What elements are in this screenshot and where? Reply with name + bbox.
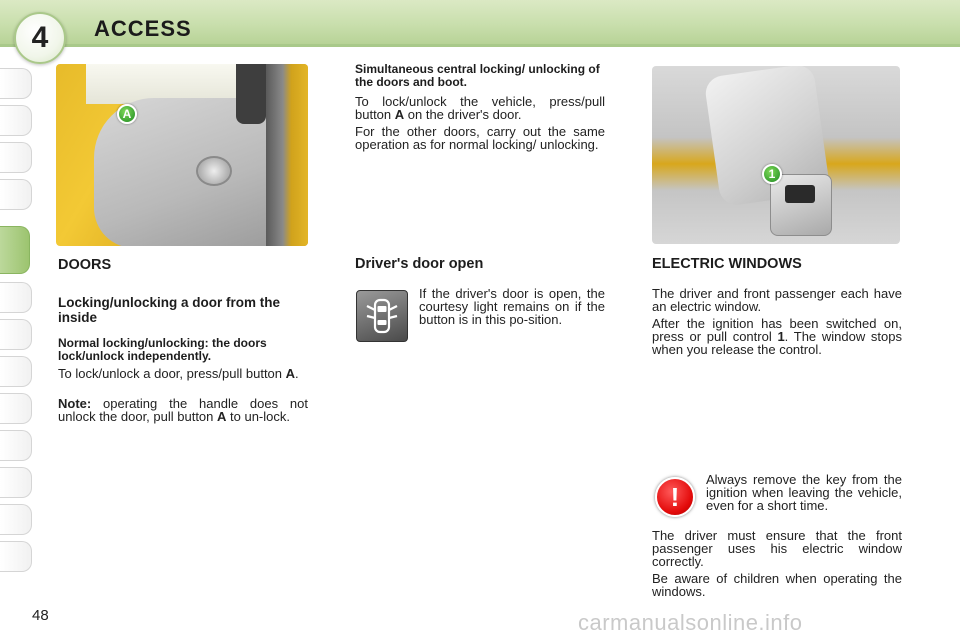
locking-subheading: Locking/unlocking a door from the inside — [58, 295, 281, 325]
control-1-ref: 1 — [777, 329, 785, 344]
note-label: Note: — [58, 396, 92, 411]
window-switch-photo — [652, 66, 900, 244]
chapter-badge — [14, 12, 66, 64]
window-switch-button — [785, 185, 815, 203]
chapter-tab-12[interactable] — [0, 504, 32, 535]
courtesy-light-icon — [356, 290, 408, 342]
normal-locking-note: Normal locking/unlocking: the doors lock/unlock independently. — [58, 336, 267, 363]
doors-heading: DOORS — [58, 257, 112, 273]
window-control-end: . The window stops when you release the control. — [652, 329, 902, 357]
central-locking-instruction — [355, 95, 605, 121]
chapter-tab-3[interactable] — [0, 142, 32, 173]
central-locking-end: on the driver's door. — [404, 107, 522, 122]
note-text: operating the handle does not unlock the door, pull button — [58, 396, 308, 424]
callout-marker-1: 1 — [762, 164, 782, 184]
central-locking-text: To lock/unlock the vehicle, press/pull button — [355, 94, 605, 122]
button-a-ref: A — [285, 366, 296, 381]
passenger-window-text: The driver must ensure that the front passenger uses his electric window correctly. — [652, 528, 902, 569]
chapter-tab-13[interactable] — [0, 541, 32, 572]
chapter-tab-9[interactable] — [0, 393, 32, 424]
header-divider — [0, 44, 960, 47]
drivers-door-heading: Driver's door open — [355, 256, 484, 272]
chapter-tab-strip — [0, 68, 34, 578]
door-pillar — [236, 64, 266, 124]
button-a-ref: A — [394, 107, 405, 122]
chapter-tab-8[interactable] — [0, 356, 32, 387]
children-warning-text: Be aware of children when operating the windows. — [652, 571, 902, 599]
chapter-tab-active[interactable] — [0, 226, 30, 274]
note-end: to un-lock. — [226, 409, 290, 424]
lock-instruction-end: . — [295, 366, 299, 381]
chapter-tab-11[interactable] — [0, 467, 32, 498]
handle-note — [58, 397, 308, 423]
window-control-text: After the ignition has been switched on, press or pull control — [652, 316, 902, 344]
chapter-tab-7[interactable] — [0, 319, 32, 350]
door-handle — [196, 156, 232, 186]
chapter-number: 4 — [31, 21, 49, 54]
chapter-tab-1[interactable] — [0, 68, 32, 99]
chapter-tab-2[interactable] — [0, 105, 32, 136]
door-frame — [266, 64, 308, 246]
electric-windows-intro: The driver and front passenger each have an electric window. — [652, 286, 902, 314]
warning-exclamation-icon: ! — [655, 477, 695, 517]
callout-marker-a: A — [117, 104, 137, 124]
other-doors-text: For the other doors, carry out the same operation as for normal locking/ unlocking. — [355, 124, 605, 152]
electric-windows-heading: ELECTRIC WINDOWS — [652, 256, 802, 272]
central-locking-heading: Simultaneous central locking/ unlocking of the doors and boot. — [355, 62, 600, 89]
page-number: 48 — [32, 607, 49, 624]
courtesy-light-text: If the driver's door is open, the courtesy light remains on if the button is in this po-sition. — [419, 286, 605, 327]
lock-instruction — [58, 367, 308, 380]
window-switch-block — [770, 174, 832, 236]
watermark: carmanualsonline.info — [578, 610, 803, 635]
lock-instruction-text: To lock/unlock a door, press/pull button — [58, 366, 286, 381]
car-doors-open-icon — [362, 296, 402, 336]
key-warning-text: Always remove the key from the ignition when leaving the vehicle, even for a short time. — [706, 472, 902, 513]
page-title: ACCESS — [94, 16, 192, 41]
chapter-tab-4[interactable] — [0, 179, 32, 210]
chapter-tab-6[interactable] — [0, 282, 32, 313]
door-interior-photo — [56, 64, 308, 246]
button-a-ref: A — [217, 409, 227, 424]
chapter-tab-10[interactable] — [0, 430, 32, 461]
window-control-instruction — [652, 317, 902, 356]
